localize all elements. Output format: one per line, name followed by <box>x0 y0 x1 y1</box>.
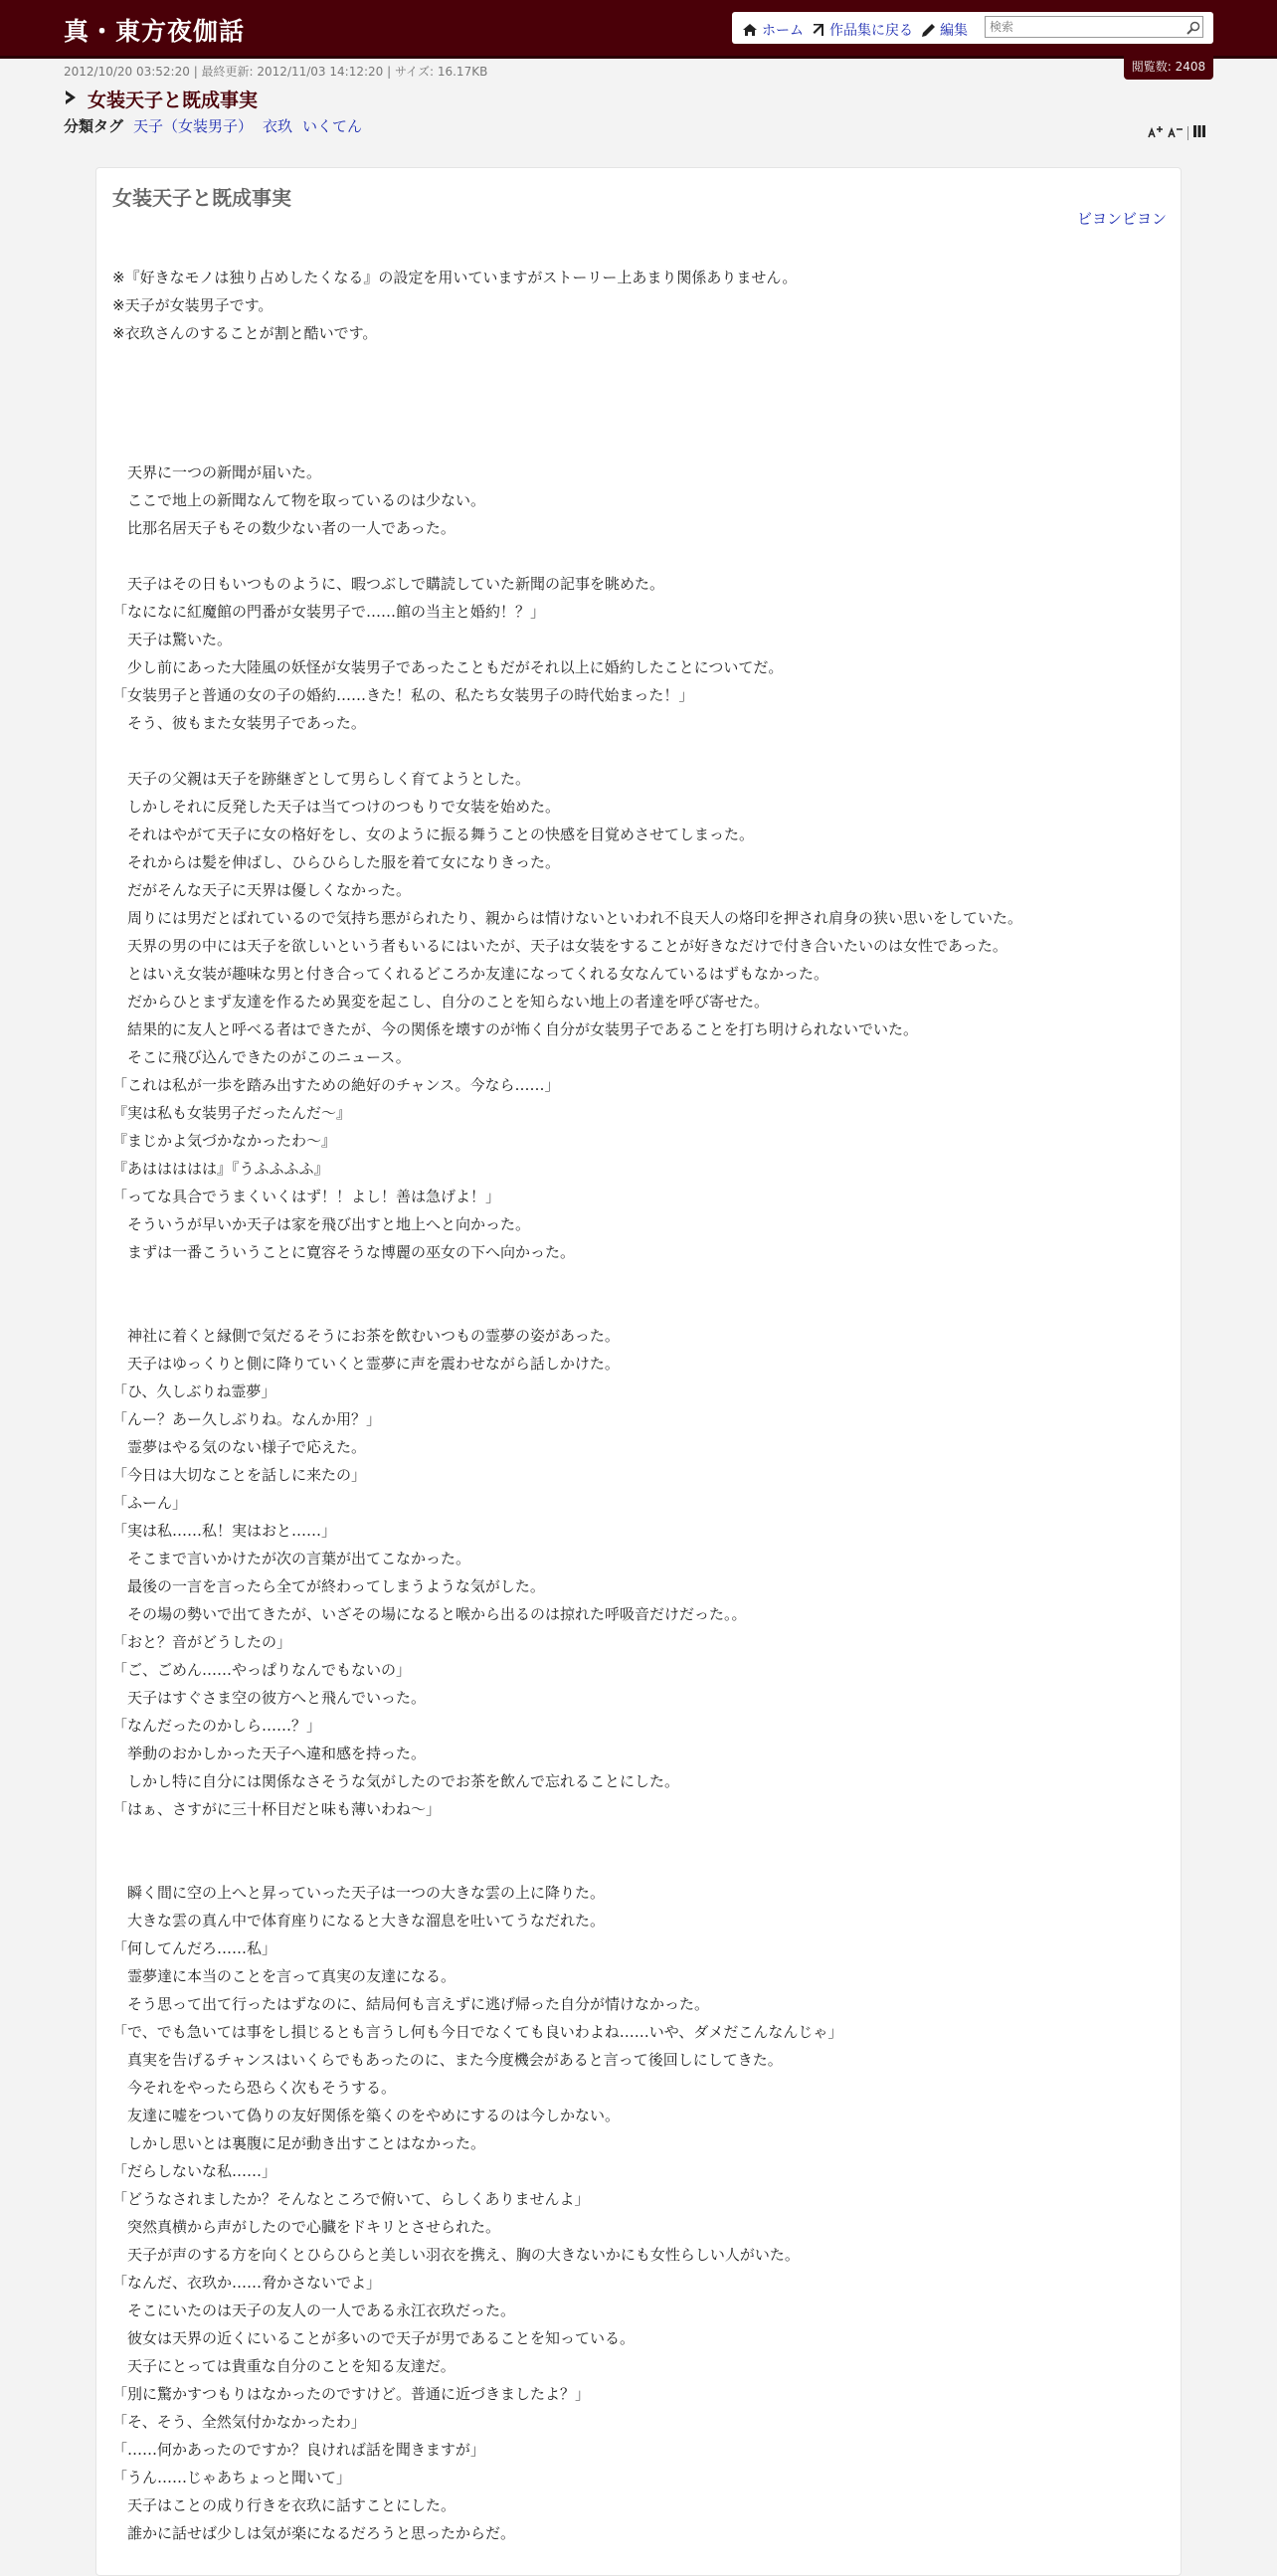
post-meta: 2012/10/20 03:52:20 | 最終更新: 2012/11/03 14:12:20 | サイズ: 16.17KB <box>64 65 488 79</box>
tag-link[interactable]: いくてん <box>302 117 363 135</box>
search-input[interactable] <box>985 16 1203 38</box>
tags-label: 分類タグ <box>64 117 124 135</box>
home-icon <box>742 23 758 37</box>
nav-edit-label: 編集 <box>940 23 968 39</box>
search-icon[interactable] <box>1186 20 1200 39</box>
site-title[interactable]: 真・東方夜伽話 <box>64 17 246 46</box>
chevron-right-icon <box>64 90 78 109</box>
tag-link[interactable]: 衣玖 <box>263 117 293 135</box>
story-content <box>95 167 1182 2576</box>
display-tools <box>1148 123 1206 142</box>
pencil-icon <box>921 23 936 38</box>
tag-link[interactable]: 天子（女装男子） <box>133 117 254 135</box>
title-row <box>64 86 258 112</box>
layout-grid-icon[interactable] <box>1192 123 1206 142</box>
font-larger-icon[interactable] <box>1148 123 1164 142</box>
nav-back-link[interactable] <box>812 20 913 40</box>
site-header <box>0 0 1277 59</box>
nav-home-label: ホーム <box>762 23 804 39</box>
view-count-badge: 閲覧数: 2408 <box>1124 56 1213 80</box>
tools-divider <box>1187 126 1188 140</box>
tags-row <box>64 115 362 136</box>
nav-home-link[interactable] <box>742 20 804 40</box>
author-link[interactable]: ビヨンビヨン <box>1076 210 1167 228</box>
nav-bar <box>732 12 1213 44</box>
nav-edit-link[interactable] <box>921 20 968 40</box>
nav-back-label: 作品集に戻る <box>829 23 913 39</box>
story-body: ※『好きなモノは独り占めしたくなる』の設定を用いていますがストーリー上あまり関係ありません。 ※天子が女装男子です。 ※衣玖さんのすることが割と酷いです。 天界に一つの新聞が届いた。 ここで地上の新聞なんて物を取っているのは少ない。 比那名居天子もその数少ない者の一人であった。 天子はその日もいつものように、暇つぶしで購読していた新聞の記事を眺めた。 「なになに紅魔館の門番が女装男子で……館の当主と婚約！？」 天子は驚いた。 少し前にあった大陸風の妖怪が女装男子であったこともだがそれ以上に婚約したことについてだ。 「女装男子と普通の女の子の婚約……きた！私の、私たち女装男子の時代始まった！」 そう、彼もまた女装男子であった。 天子の父親は天子を跡継ぎとして男らしく育てようとした。 しかしそれに反発した天子は当てつけのつもりで女装を始めた。 それはやがて天子に女の格好をし、女のように振る舞うことの快感を目覚めさせてしまった。 それからは髪を伸ばし、ひらひらした服を着て女になりきった。 だがそんな天子に天界は優しくなかった。 周りには男だとばれているので気持ち悪がられたり、親からは情けないといわれ不良天人の烙印を押され肩身の狭い思いをしていた。 天界の男の中には天子を欲しいという者もいるにはいたが、天子は女装をすることが好きなだけで付き合いたいのは女性であった。 とはいえ女装が趣味な男と付き合ってくれるどころか友達になってくれる女なんているはずもなかった。 だからひとまず友達を作るため異変を起こし、自分のことを知らない地上の者達を呼び寄せた。 結果的に友人と呼べる者はできたが、今の関係を壊すのが怖く自分が女装男子であることを打ち明けられないでいた。 そこに飛び込んできたのがこのニュース。 「これは私が一歩を踏み出すための絶好のチャンス。今なら……」 『実は私も女装男子だったんだ～』 『まじかよ気づかなかったわ～』 『あははははは』『うふふふふ』 「ってな具合でうまくいくはず！！よし！善は急げよ！」 そういうが早いか天子は家を飛び出すと地上へと向かった。 まずは一番こういうことに寛容そうな博麗の巫女の下へ向かった。 神社に着くと縁側で気だるそうにお茶を飲むいつもの霊夢の姿があった。 天子はゆっくりと側に降りていくと霊夢に声を震わせながら話しかけた。 「ひ、久しぶりね霊夢」 「んー？あー久しぶりね。なんか用？」 霊夢はやる気のない様子で応えた。 「今日は大切なことを話しに来たの」 「ふーん」 「実は私……私！実はおと……」 そこまで言いかけたが次の言葉が出てこなかった。 最後の一言を言ったら全てが終わってしまうような気がした。 その場の勢いで出てきたが、いざその場になると喉から出るのは掠れた呼吸音だけだった。。 「おと？音がどうしたの」 「ご、ごめん……やっぱりなんでもないの」 天子はすぐさま空の彼方へと飛んでいった。 「なんだったのかしら……？」 挙動のおかしかった天子へ違和感を持った。 しかし特に自分には関係なさそうな気がしたのでお茶を飲んで忘れることにした。 「はぁ、さすがに三十杯目だと味も薄いわね～」 瞬く間に空の上へと昇っていった天子は一つの大きな雲の上に降りた。 大きな雲の真ん中で体育座りになると大きな溜息を吐いてうなだれた。 「何してんだろ……私」 霊夢達に本当のことを言って真実の友達になる。 そう思って出て行ったはずなのに、結局何も言えずに逃げ帰った自分が情けなかった。 「で、でも急いては事をし損じるとも言うし何も今日でなくても良いわよね……いや、ダメだこんなんじゃ」 真実を告げるチャンスはいくらでもあったのに、また今度機会があると言って後回しにしてきた。 今それをやったら恐らく次もそうする。 友達に嘘をついて偽りの友好関係を築くのをやめにするのは今しかない。 しかし思いとは裏腹に足が動き出すことはなかった。 「だらしないな私……」 「どうなされましたか？そんなところで俯いて、らしくありませんよ」 突然真横から声がしたので心臓をドキリとさせられた。 天子が声のする方を向くとひらひらと美しい羽衣を携え、胸の大きないかにも女性らしい人がいた。 「なんだ、衣玖か……脅かさないでよ」 そこにいたのは天子の友人の一人である永江衣玖だった。 彼女は天界の近くにいることが多いので天子が男であることを知っている。 天子にとっては貴重な自分のことを知る友達だ。 「別に驚かすつもりはなかったのですけど。普通に近づきましたよ？」 「そ、そう、全然気付かなかったわ」 「……何かあったのですか？良ければ話を聞きますが」 「うん……じゃあちょっと聞いて」 天子はことの成り行きを衣玖に話すことにした。 誰かに話せば少しは気が楽になるだろうと思ったからだ。 <box>112 269 1023 2542</box>
back-arrow-icon <box>812 22 825 38</box>
page-title: 女装天子と既成事実 <box>88 90 259 111</box>
work-title: 女装天子と既成事実 <box>112 186 291 210</box>
font-smaller-icon[interactable] <box>1168 123 1184 142</box>
